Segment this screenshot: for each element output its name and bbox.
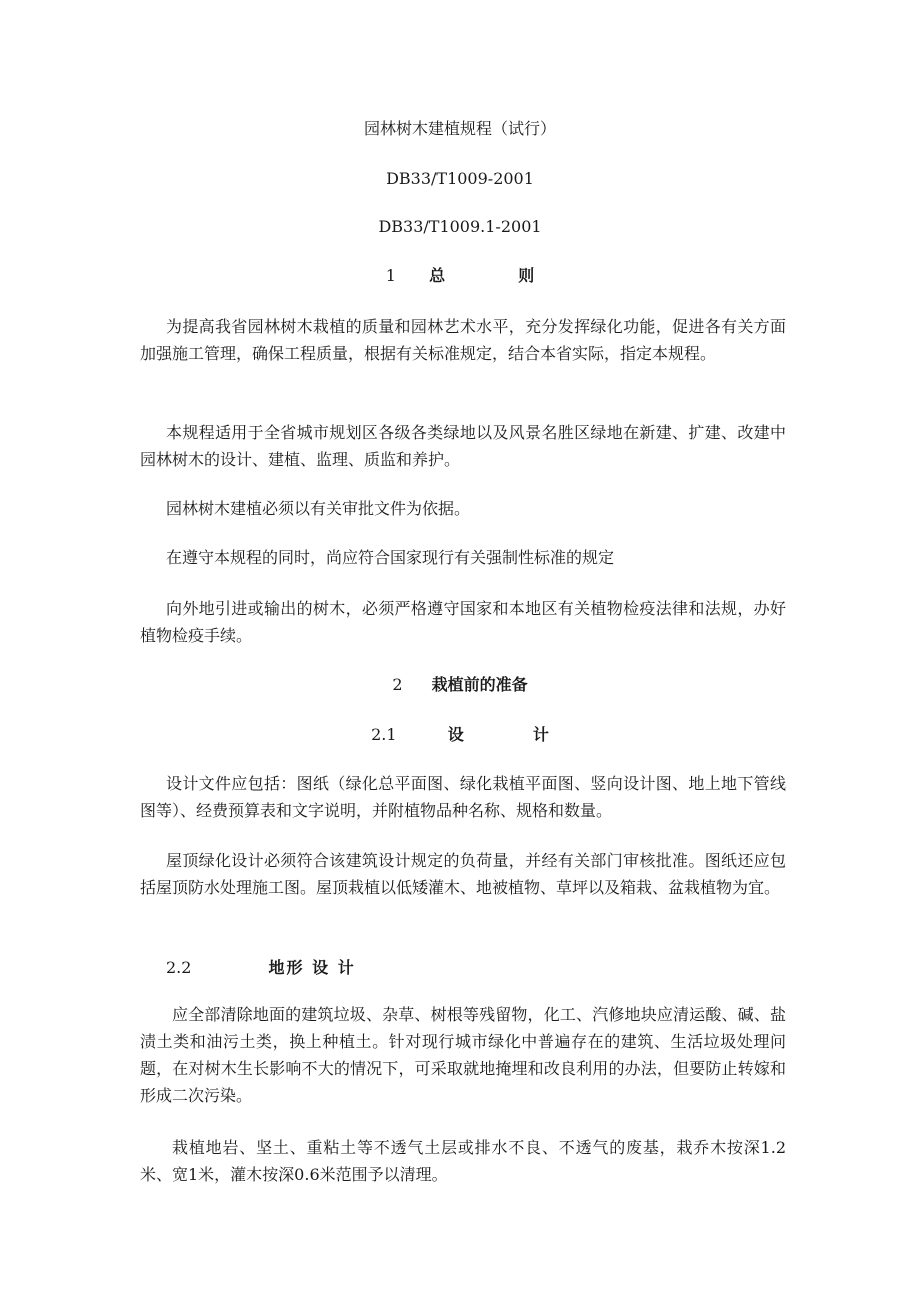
standard-code-2: DB33/T1009.1-2001 [378,217,542,236]
section-2-number: 2 [392,675,403,694]
subsection-2-1-paragraph: 屋顶绿化设计必须符合该建筑设计规定的负荷量，并经有关部门审核批准。图纸还应包括屋顶防水处理施工图。屋顶栽植以低矮灌木、地被植物、草坪以及箱栽、盆栽植物为宜。 [140,851,786,897]
standard-code-1: DB33/T1009-2001 [386,169,534,188]
subsection-2-2-heading [166,958,356,978]
section-1-heading [0,266,920,286]
section-1-paragraph: 向外地引进或输出的树木，必须严格遵守国家和本地区有关植物检疫法律和法规，办好植物检疫手续。 [140,599,786,645]
section-2-title: 栽植前的准备 [431,675,528,694]
document-title: 园林树木建植规程（试行） [363,119,556,138]
section-1-title-a: 总 [429,266,446,285]
section-1-paragraph: 本规程适用于全省城市规划区各级各类绿地以及风景名胜区绿地在新建、扩建、改建中园林树木的设计、建植、监理、质监和养护。 [140,423,786,469]
subsection-2-1-title-a: 设 [447,725,464,744]
section-1-paragraph: 在遵守本规程的同时，尚应符合国家现行有关强制性标准的规定 [166,548,615,567]
section-1-number: 1 [385,266,396,285]
subsection-2-1-heading [0,725,920,745]
section-1-title-b: 则 [518,266,535,285]
subsection-2-1-title-b: 计 [532,725,549,744]
section-2-heading [0,675,920,695]
subsection-2-1-number: 2.1 [371,725,397,744]
subsection-2-2-title: 地形 设 计 [268,958,356,977]
subsection-2-1-paragraph: 设计文件应包括：图纸（绿化总平面图、绿化栽植平面图、竖向设计图、地上地下管线图等）、经费预算表和文字说明，并附植物品种名称、规格和数量。 [140,774,786,820]
subsection-2-2-paragraph: 栽植地岩、坚土、重粘土等不透气土层或排水不良、不透气的废基，栽乔木按深1.2米、宽1米，灌木按深0.6米范围予以清理。 [140,1138,786,1184]
section-1-paragraph: 园林树木建植必须以有关审批文件为依据。 [166,499,471,518]
section-1-paragraph: 为提高我省园林树木栽植的质量和园林艺术水平，充分发挥绿化功能，促进各有关方面加强施工管理，确保工程质量，根据有关标准规定，结合本省实际，指定本规程。 [140,317,786,363]
subsection-2-2-paragraph: 应全部清除地面的建筑垃圾、杂草、树根等残留物，化工、汽修地块应清运酸、碱、盐渍土类和油污土类，换上种植土。针对现行城市绿化中普遍存在的建筑、生活垃圾处理问题，在对树木生长影响不大的情况下，可采取就地掩埋和改良利用的办法，但要防止转嫁和形成二次污染。 [140,1005,786,1105]
subsection-2-2-number: 2.2 [166,958,192,977]
